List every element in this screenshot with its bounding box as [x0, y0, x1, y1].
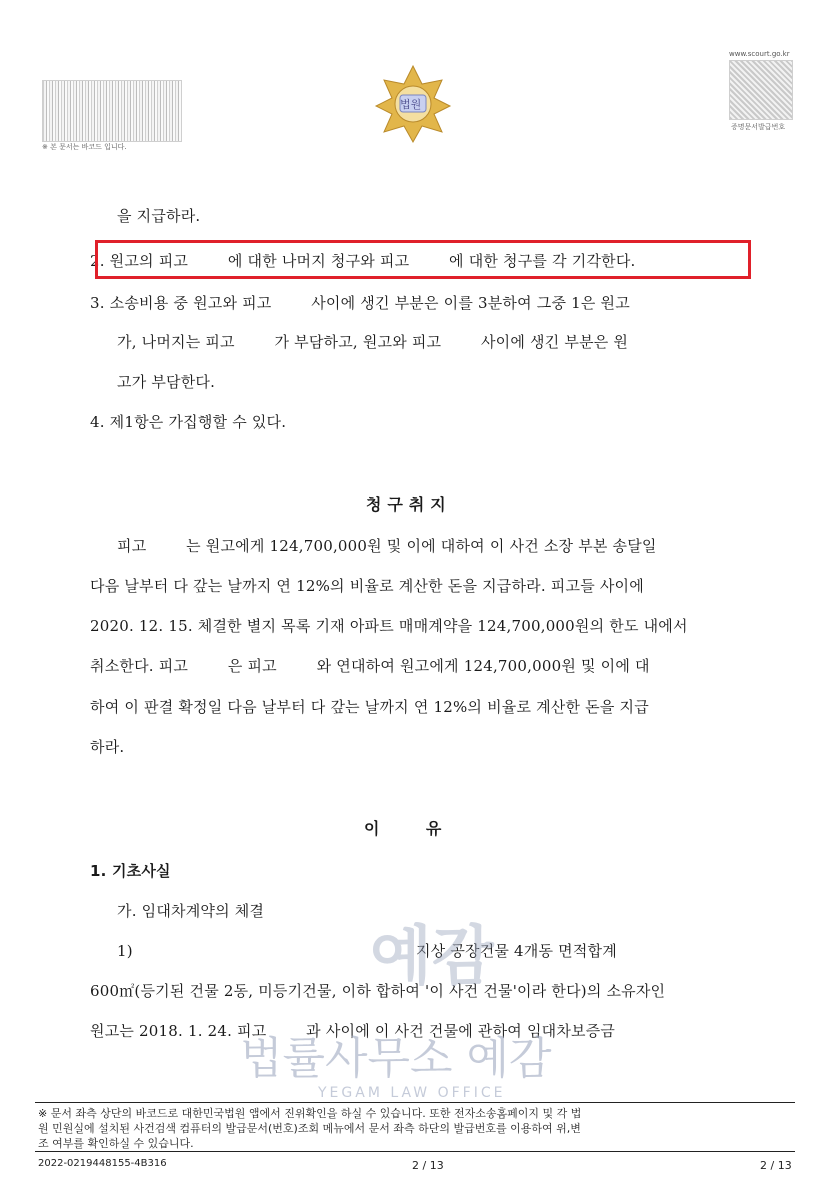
item-3-line2: 가, 나머지는 피고 가 부담하고, 원고와 피고 사이에 생긴 부분은 원 — [117, 333, 629, 351]
footer-notice-line2: 원 민원실에 설치된 사건검색 컴퓨터의 발급문서(번호)조회 메뉴에서 문서 좌측 하단의 발급번호를 이용하여 위,변 — [38, 1122, 581, 1135]
seal-text: 법원 — [400, 98, 422, 111]
section-1-title: 1. 기초사실 — [90, 862, 171, 880]
footer-notice-line3: 조 여부를 확인하실 수 있습니다. — [38, 1137, 194, 1150]
watermark-name: 법률사무소 예감 — [240, 1033, 552, 1084]
claim-title: 청 구 취 지 — [366, 495, 446, 514]
barcode — [42, 80, 182, 142]
claim-line6: 하라. — [90, 738, 125, 756]
para-line3: 원고는 2018. 1. 24. 피고 과 사이에 이 사건 건물에 관하여 임대차보증금 — [90, 1022, 616, 1040]
claim-line2: 다음 날부터 다 갚는 날까지 연 12%의 비율로 계산한 돈을 지급하라. 피고들 사이에 — [90, 577, 644, 595]
subsection-a: 가. 임대차계약의 체결 — [117, 902, 265, 920]
claim-line5: 하여 이 판결 확정일 다음 날부터 다 갚는 날까지 연 12%의 비율로 계산한 돈을 지급 — [90, 698, 649, 716]
claim-line4: 취소한다. 피고 은 피고 와 연대하여 원고에게 124,700,000원 및 이에 대 — [90, 657, 650, 675]
watermark-glyph: 예감 — [370, 920, 494, 994]
site-url: www.scourt.go.kr — [729, 50, 790, 58]
claim-line1: 피고 는 원고에게 124,700,000원 및 이에 대하여 이 사건 소장 부본 송달일 — [117, 537, 657, 555]
para-line1: 1) 지상 공장건물 4개동 면적합계 — [117, 942, 617, 960]
text-line: 을 지급하라. — [117, 207, 201, 225]
highlight-box — [95, 240, 751, 279]
para-line2: 600㎡(등기된 건물 2동, 미등기건물, 이하 합하여 '이 사건 건물'이라 한다)의 소유자인 — [90, 982, 666, 1000]
page-number-right: 2 / 13 — [760, 1159, 792, 1172]
item-4: 4. 제1항은 가집행할 수 있다. — [90, 413, 287, 431]
page-number-center: 2 / 13 — [412, 1159, 444, 1172]
footer-notice-line1: ※ 문서 좌측 상단의 바코드로 대한민국법원 앱에서 진위확인을 하실 수 있습니다. 또한 전자소송홈페이지 및 각 법 — [38, 1107, 582, 1120]
barcode-caption: ※ 본 문서는 바코드 입니다. — [42, 143, 127, 151]
reason-title: 이 유 — [364, 819, 442, 838]
item-3-line1: 3. 소송비용 중 원고와 피고 사이에 생긴 부분은 이를 3분하여 그중 1은 원고 — [90, 294, 630, 312]
item-3-line3: 고가 부담한다. — [117, 373, 216, 391]
qr-caption: 증명문서발급번호 — [731, 123, 786, 131]
watermark-english: YEGAM LAW OFFICE — [318, 1085, 506, 1101]
claim-line3: 2020. 12. 15. 체결한 별지 목록 기재 아파트 매매계약을 124,700,000원의 한도 내에서 — [90, 617, 688, 635]
document-number: 2022-0219448155-4B316 — [38, 1158, 167, 1169]
qr-code — [729, 60, 793, 120]
item-2: 2. 원고의 피고 에 대한 나머지 청구와 피고 에 대한 청구를 각 기각한다. — [90, 252, 636, 270]
